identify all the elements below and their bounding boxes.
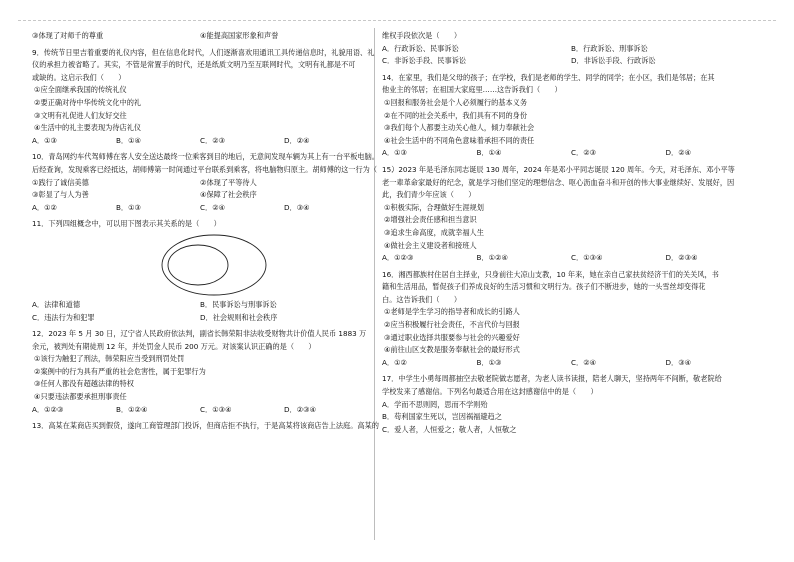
statement-item: ④保障了社会秩序 — [200, 190, 257, 200]
choice-a: A．①②③ — [32, 404, 64, 414]
question-stem: 13．高某在某商店买到假货，遂向工商管理部门投诉，但商店拒不执行，于是高某将该商店告上法庭。高某的 — [32, 421, 379, 431]
question-stem: 17．中学生小勇每周都抽空去敬老院做志愿者，为老人读书读报，陪老人聊天，坚持两年不间断，敬老院给 — [382, 374, 722, 384]
choice-a: A．法律和道德 — [32, 299, 81, 309]
statement-item: ②案例中的行为具有严重的社会危害性，属于犯罪行为 — [34, 366, 206, 376]
question-stem: 余元，被判处有期徒刑 12 年，并处罚金人民币 200 万元。对该案认识正确的是（ ） — [32, 341, 316, 351]
question-stem: 学校发来了感谢信。下列名句最适合用在这封感谢信中的是（ ） — [382, 387, 598, 397]
question-16 — [382, 269, 760, 370]
question-17 — [382, 373, 760, 436]
choice-a: A．①② — [32, 202, 57, 212]
question-stem: 11．下列四组概念中，可以用下图表示其关系的是（ ） — [32, 219, 221, 229]
choice-d: D．②③④ — [284, 404, 317, 414]
column-divider — [374, 28, 375, 540]
statement-item: ④只要违法都要承担刑事责任 — [34, 392, 127, 402]
statement-item: ④做社会主义建设者和接班人 — [384, 240, 477, 250]
choice-row — [382, 357, 760, 370]
choice-row — [32, 404, 368, 417]
choice-c: C．①③④ — [200, 404, 232, 414]
statement-item: ②要正确对待中华传统文化中的礼 — [34, 97, 142, 107]
question-11 — [32, 218, 368, 324]
q8-options — [32, 30, 368, 43]
choice-d: D．③④ — [284, 202, 310, 212]
choice-b: B．①④ — [116, 135, 142, 145]
outer-ellipse — [162, 235, 266, 295]
question-stem: 或缺的。这启示我们（ ） — [32, 72, 126, 82]
statement-row — [32, 177, 368, 190]
choice-c: C．②③ — [200, 135, 226, 145]
question-14 — [382, 72, 760, 160]
choice-d: D．②③④ — [665, 253, 698, 263]
statement-item: ②在不同的社会关系中，我们具有不同的身份 — [384, 110, 528, 120]
statement-item: ④社会生活中的不同角色意味着承担不同的责任 — [384, 135, 535, 145]
question-stem: 15．2023 年是毛泽东同志诞辰 130 周年，2024 年是邓小平同志诞辰 120 周年。今天，对毛泽东、邓小平等 — [382, 164, 735, 174]
inner-ellipse — [168, 245, 228, 285]
choice-row — [382, 55, 760, 68]
choice-c: C．①③④ — [571, 253, 603, 263]
statement-item: ③文明有礼促进人们友好交往 — [34, 110, 127, 120]
question-stem: 12．2023 年 5 月 30 日，辽宁省人民政府依法判，副省长韩荣阳非法收受财物共计价值人民币 1883 万 — [32, 329, 367, 339]
nested-ellipses-diagram — [160, 233, 268, 297]
choice-b: B．①④ — [476, 148, 502, 158]
choice-c: C．违法行为和犯罪 — [32, 312, 95, 322]
statement-item: ④生活中的礼主要表现为待店礼仪 — [34, 123, 142, 133]
choice-row — [32, 202, 368, 215]
statement-item: ①回报和服务社会是个人必须履行的基本义务 — [384, 97, 528, 107]
choice-row — [382, 43, 760, 56]
choice-c: C．非诉讼手段、民事诉讼 — [382, 56, 467, 66]
choice-c: C．爱人者，人恒爱之；敬人者，人恒敬之 — [382, 424, 517, 434]
page-top-rule — [18, 20, 776, 21]
choice-row — [382, 147, 760, 160]
option-item: ④能提高国家形象和声誉 — [200, 31, 279, 40]
statement-item: ③我们每个人都要主动关心他人，倾力奉献社会 — [384, 123, 535, 133]
statement-item: ①老师是学生学习的指导者和成长的引路人 — [384, 307, 520, 317]
statement-item: ②应当积极履行社会责任，不言代价与回报 — [384, 320, 520, 330]
choice-a: A．行政诉讼、民事诉讼 — [382, 43, 459, 53]
statement-item: ①该行为触犯了刑法，韩荣阳应当受到刑罚处罚 — [34, 354, 185, 364]
left-column — [32, 30, 399, 433]
choice-c: C．②③ — [571, 148, 597, 158]
statement-item: ②体现了平等待人 — [200, 177, 257, 187]
choice-row — [382, 252, 760, 265]
right-column — [382, 30, 760, 436]
choice-b: B．民事诉讼与刑事诉讼 — [200, 299, 277, 309]
question-stem: 后经查询，发现乘客已经抵达，胡师傅第一时间通过平台联系到乘客，将电脑物归原主。胡师傅的这一行为（ ） — [32, 164, 399, 174]
statement-item: ③追求生命高度，成就幸福人生 — [384, 227, 484, 237]
choice-d: D．②④ — [284, 135, 310, 145]
choice-row — [32, 312, 368, 325]
question-stem: 此，我们青少年应该（ ） — [382, 190, 476, 200]
option-item: ③体现了对师千的尊重 — [32, 31, 104, 40]
statement-item: ③彰显了与人为善 — [32, 190, 89, 200]
statement-item: ②增强社会责任感和担当意识 — [384, 215, 477, 225]
choice-d: D．非诉讼手段、行政诉讼 — [571, 56, 656, 66]
statement-item: ①践行了诚信美德 — [32, 177, 89, 187]
statement-item: ④前往山区支教是服务奉献社会的最好形式 — [384, 345, 520, 355]
question-stem: 14．在家里，我们是父母的孩子；在学校，我们是老师的学生、同学的同学；在小区，我们是邻居；在其 — [382, 72, 715, 82]
statement-item: ①积极实际，合理做好生涯规划 — [384, 202, 484, 212]
question-stem: 籍和生活用品，暂促孩子们养成良好的生活习惯和文明行为。孩子们不断进步，她的一头雪丝却变得花 — [382, 282, 706, 292]
statement-item: ①应全面继承我国的传统礼仪 — [34, 85, 127, 95]
choice-a: A．①③ — [32, 135, 57, 145]
question-stem: 仪的承担力被省略了。其实，不管是常置手的时代，还是纸质文明乃至互联网时代，文明有礼都是不可 — [32, 60, 356, 70]
question-stem: 他业主的邻居；在祖国大家庭里……这告诉我们（ ） — [382, 85, 562, 95]
choice-b: B．①③ — [116, 202, 142, 212]
choice-a: A．①②③ — [382, 253, 414, 263]
choice-c: C．②④ — [200, 202, 226, 212]
choice-row — [32, 299, 368, 312]
statement-item: ③任何人都没有超越法律的特权 — [34, 379, 134, 389]
choice-row — [32, 135, 368, 148]
choice-c: C．②④ — [571, 357, 597, 367]
choice-d: D．社会规则和社会秩序 — [200, 312, 278, 322]
question-10 — [32, 151, 399, 214]
statement-row — [32, 189, 368, 202]
choice-a: A．①② — [382, 357, 407, 367]
choice-a: A．学而不思则罔，思而不学则殆 — [382, 399, 488, 409]
choice-b: B．苟利国家生死以，岂因祸福避趋之 — [382, 412, 502, 422]
choice-b: B．①②④ — [476, 253, 508, 263]
question-stem: 白。这告诉我们（ ） — [382, 294, 462, 304]
choice-b: B．①③ — [476, 357, 502, 367]
question-13 — [32, 420, 379, 433]
question-9 — [32, 47, 375, 148]
question-stem: 10．青岛网约车代驾师傅在客人安全送达最终一位乘客到目的地后，无意间发现车辆为其上有一台平板电脑。 — [32, 152, 379, 162]
question-stem: 9．传统节日里吉着重要的礼仪内容，但在信息化时代，人们逐渐喜欢用通讯工具传递信息时，礼貌用语、礼 — [32, 47, 375, 57]
question-12 — [32, 328, 368, 416]
choice-d: D．③④ — [665, 357, 692, 367]
choice-b: B．①②④ — [116, 404, 148, 414]
choice-d: D．②④ — [665, 148, 692, 158]
question-15 — [382, 164, 760, 265]
choice-b: B．行政诉讼、刑事诉讼 — [571, 43, 648, 53]
statement-item: ③通过职业选择共服要参与社会的兴趣爱好 — [384, 332, 520, 342]
choice-a: A．①③ — [382, 148, 407, 158]
question-stem: 老一辈革命家最好的纪念，就是学习他们坚定的理想信念、呕心沥血奋斗和开创的伟大事业继续好、发展好，因 — [382, 177, 735, 187]
question-stem-continued: 维权手段依次是（ ） — [382, 31, 462, 40]
question-stem: 16．湘西都族村住居自主择业，只身前往大凉山支教，10 年来，她在亲自己家扶贫经济干们的关关风，书 — [382, 269, 719, 279]
